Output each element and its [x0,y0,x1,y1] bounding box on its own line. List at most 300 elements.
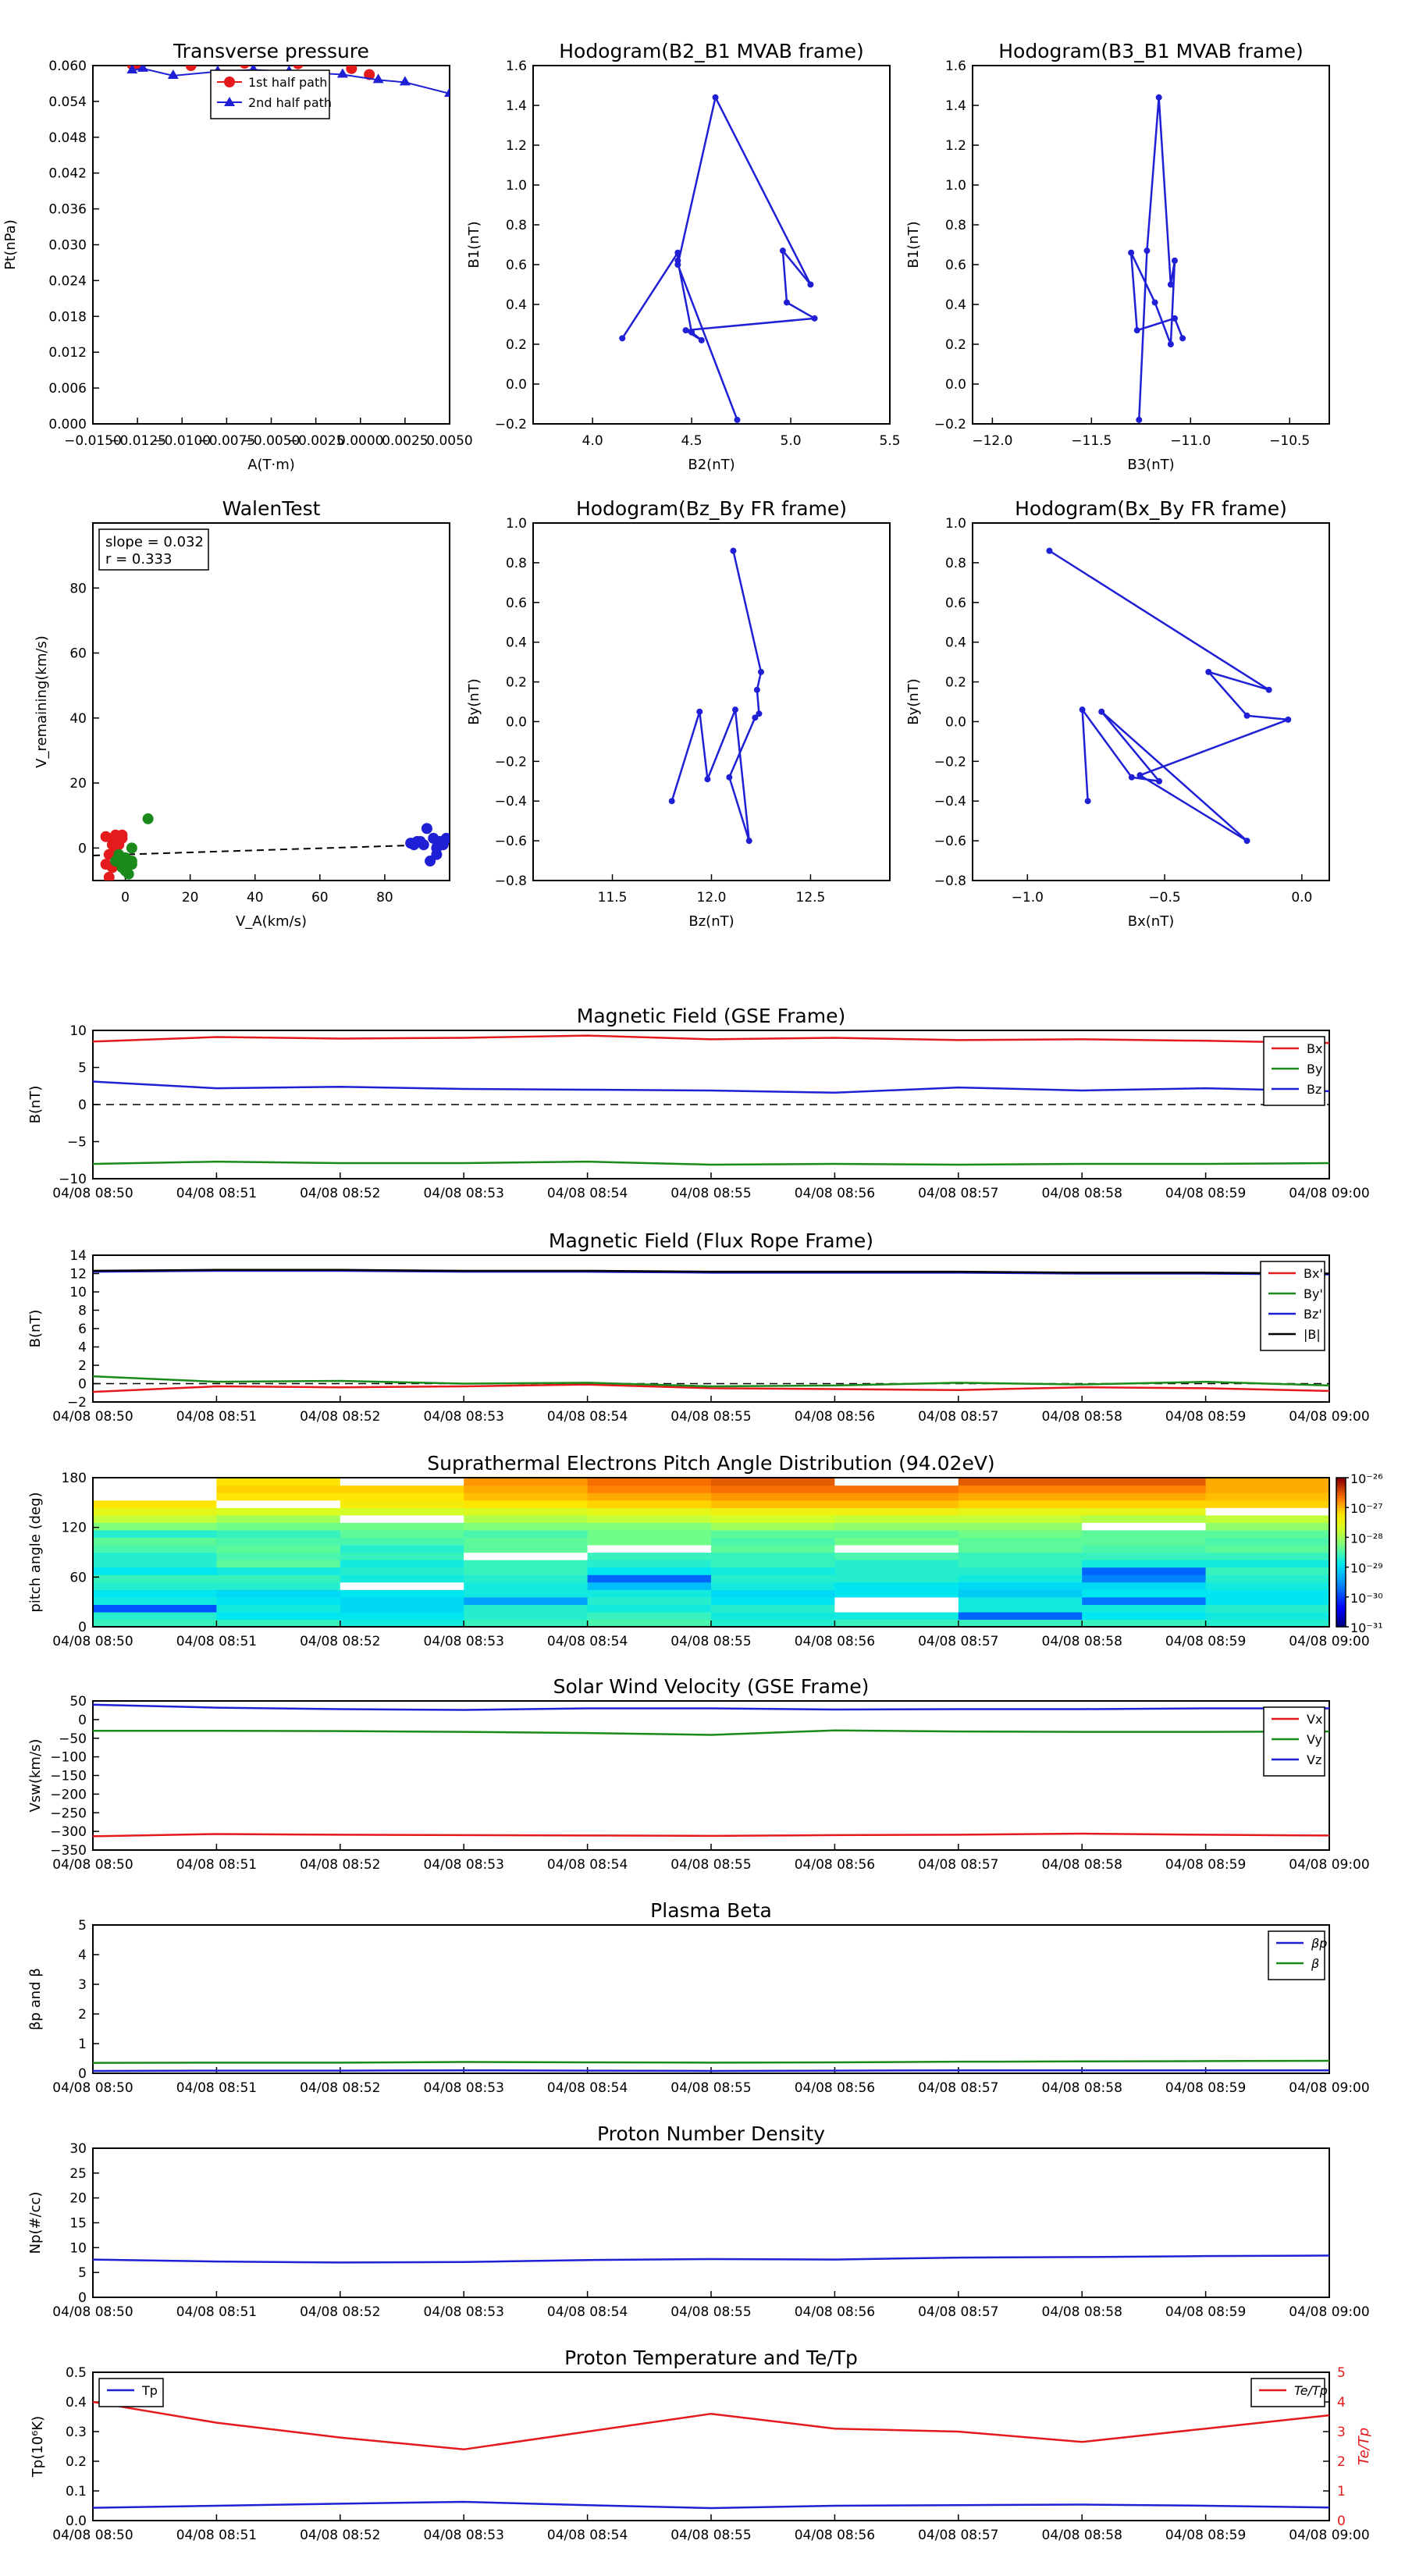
hodo-bzby-ylabel: By(nT) [466,678,482,725]
tp-time-label: 04/08 08:55 [670,2528,752,2543]
transverse-xtick-label: −0.0025 [286,433,345,449]
tp-ytick-label: 2 [1337,2454,1346,2470]
pad-cell [1206,1515,1330,1523]
pad-cell [711,1493,835,1500]
hodo-b2b1-point [812,315,818,322]
pad-cell [834,1553,959,1560]
pad-time-label: 04/08 08:56 [794,1634,876,1649]
hodo-bxby-ylabel: By(nT) [905,678,922,725]
vsw-legend-label: Vx [1307,1712,1323,1727]
walen-xtick-label: 20 [181,890,199,906]
hodo-bxby-xtick-label: −0.5 [1148,890,1181,906]
mag-gse-ytick-label: −10 [59,1172,87,1187]
hodo-b2b1-ytick-label: 0.8 [505,218,527,233]
mag-fr-time-label: 04/08 08:53 [423,1409,504,1425]
pad-cell [340,1574,464,1582]
pad-colorbar-label: 10⁻²⁶ [1350,1471,1383,1486]
hodo-bzby-ytick-label: 0.8 [505,555,527,571]
hodo-bzby-ytick-label: 1.0 [505,516,527,532]
hodo-b3b1-ytick-label: 1.2 [944,138,966,154]
mag-fr-time-label: 04/08 08:58 [1041,1409,1122,1425]
transverse-ytick-label: 0.006 [48,381,87,397]
mag-gse-ytick-label: 0 [78,1098,87,1113]
pad-cell [1206,1574,1330,1582]
hodo-bxby-ytick-label: 1.0 [944,516,966,532]
vsw-time-label: 04/08 08:53 [423,1857,504,1873]
pad-cell [93,1612,217,1620]
mag-gse-ytick-label: −5 [66,1134,87,1151]
walen-xlabel: V_A(km/s) [235,913,308,930]
pad-title: Suprathermal Electrons Pitch Angle Distribution (94.02eV) [427,1452,995,1475]
hodo-b2b1-ytick-label: 0.4 [505,297,527,313]
pad-cell [340,1604,464,1612]
pad-cell [464,1522,588,1530]
hodo-bzby-point [732,706,738,713]
hodo-bxby-point [1244,838,1250,844]
chart-hodo-bzby [466,497,890,930]
tp-time-label: 04/08 08:51 [176,2528,258,2543]
pad-cell [711,1507,835,1515]
beta-time-label: 04/08 08:57 [918,2080,999,2096]
hodo-bxby-point [1156,778,1162,785]
hodo-bzby-ytick-label: 0.4 [505,635,527,651]
chart-mag-gse [27,1005,1370,1201]
chart-tp [30,2347,1372,2543]
pad-cell [1082,1478,1206,1485]
pad-cell [711,1522,835,1530]
tp-time-label: 04/08 09:00 [1289,2528,1370,2543]
pad-cell [1206,1545,1330,1553]
pad-cell [834,1574,959,1582]
pad-cell [959,1507,1083,1515]
pad-cell [464,1515,588,1523]
hodo-bxby-point [1085,798,1091,804]
pad-cell [464,1604,588,1612]
hodo-bzby-trace [672,551,761,841]
np-time-label: 04/08 08:54 [546,2304,628,2320]
pad-cell [216,1597,340,1605]
hodo-b2b1-point [674,250,681,256]
hodo-b2b1-ytick-label: −0.2 [494,417,527,432]
pad-time-label: 04/08 08:57 [918,1634,999,1649]
pad-cell [93,1574,217,1582]
hodo-b3b1-point [1128,250,1134,256]
beta-ytick-label: 1 [78,2037,87,2052]
pad-ytick-label: 180 [61,1471,87,1486]
pad-cell [464,1530,588,1538]
walen-ytick-label: 0 [78,841,87,857]
pad-cell [711,1515,835,1523]
pad-cell [588,1493,712,1500]
tp-ytick-label: 0.0 [65,2514,87,2529]
pad-cell [711,1597,835,1605]
pad-cell [464,1597,588,1605]
beta-ytick-label: 2 [78,2007,87,2023]
tp-ytick-label: 0 [1337,2514,1346,2529]
tp-axes-frame [93,2372,1329,2521]
walen-xtick-label: 80 [376,890,393,906]
pad-cell [216,1589,340,1597]
mag-fr-title: Magnetic Field (Flux Rope Frame) [548,1229,874,1252]
tp-ytick-label: 1 [1337,2484,1346,2500]
mag-fr-ytick-label: 10 [69,1285,87,1300]
pad-cell [216,1612,340,1620]
hodo-bzby-xtick-label: 11.5 [597,890,628,906]
mag-fr-time-label: 04/08 08:54 [546,1409,628,1425]
pad-cell [93,1553,217,1560]
pad-cell [1082,1567,1206,1575]
mag-fr-ytick-label: 0 [78,1376,87,1393]
hodo-bxby-point [1098,709,1104,715]
pad-cell [1206,1589,1330,1597]
walen-ylabel: V_remaining(km/s) [34,635,50,768]
mag-fr-time-label: 04/08 08:52 [300,1409,381,1425]
np-ytick-label: 30 [69,2141,87,2157]
vsw-ytick-label: −350 [50,1843,87,1859]
tp-ylabel-right: Te/Tp [1356,2427,1372,2466]
pad-cell [588,1507,712,1515]
pad-cell [216,1522,340,1530]
hodo-bzby-ytick-label: −0.2 [494,754,527,770]
pad-cell [959,1560,1083,1567]
pad-cell [588,1604,712,1612]
pad-cell [1206,1553,1330,1560]
hodo-b2b1-point [682,327,688,333]
hodo-b3b1-point [1168,341,1174,347]
chart-beta [27,1899,1370,2096]
hodo-bxby-point [1080,706,1086,713]
walen-xtick-label: 40 [246,890,264,906]
pad-cell [588,1545,712,1553]
transverse-ytick-label: 0.036 [48,201,87,218]
mag-fr-ytick-label: 2 [78,1358,87,1374]
vsw-time-label: 04/08 08:51 [176,1857,258,1873]
beta-axes-frame [93,1925,1329,2073]
walen-annotation-slope: slope = 0.032 [105,534,204,550]
tp-ytick-label: 5 [1337,2365,1346,2381]
pad-cell [711,1485,835,1493]
hodo-b2b1-xtick-label: 5.5 [879,433,901,449]
chart-hodo-b3b1 [905,40,1329,473]
beta-time-label: 04/08 08:54 [546,2080,628,2096]
hodo-b2b1-point [780,247,786,254]
pad-cell [340,1507,464,1515]
hodo-b2b1-point [784,299,790,305]
pad-cell [216,1500,340,1508]
mag-gse-ytick-label: 5 [78,1060,87,1076]
hodo-bzby-axes-frame [533,523,890,881]
pad-cell [711,1604,835,1612]
pad-cell [959,1478,1083,1485]
mag-gse-legend-label: Bz [1307,1082,1322,1097]
hodo-bxby-ytick-label: −0.6 [934,834,966,850]
mag-gse-time-label: 04/08 08:54 [546,1186,628,1201]
mag-fr-ytick-label: −2 [66,1395,87,1411]
hodo-bzby-ytick-label: −0.4 [494,794,527,810]
hodo-bxby-point [1266,687,1272,693]
pad-cell [959,1567,1083,1575]
hodo-b2b1-point [674,262,681,268]
beta-time-label: 04/08 08:50 [52,2080,133,2096]
pad-cell [959,1500,1083,1508]
hodo-b2b1-point [807,282,813,288]
walen-title: WalenTest [222,497,321,520]
hodo-bxby-ytick-label: −0.2 [934,754,966,770]
pad-cell [1206,1597,1330,1605]
pad-cell [1082,1500,1206,1508]
mag-gse-ylabel: B(nT) [27,1085,44,1124]
mag-gse-time-label: 04/08 08:51 [176,1186,258,1201]
chart-hodo-b2b1 [466,40,901,473]
pad-cell [1082,1530,1206,1538]
pad-cell [711,1500,835,1508]
hodo-b3b1-ytick-label: 0.4 [944,297,966,313]
pad-cell [93,1485,217,1493]
hodo-b2b1-ytick-label: 1.4 [505,98,527,114]
pad-cell [588,1582,712,1590]
mag-fr-time-label: 04/08 08:55 [670,1409,752,1425]
hodo-b2b1-point [619,335,625,341]
hodo-bxby-point [1205,669,1211,675]
pad-colorbar-label: 10⁻²⁷ [1350,1501,1383,1517]
pad-cell [340,1597,464,1605]
hodo-b3b1-point [1152,299,1158,305]
walen-point [126,842,137,853]
transverse-xtick-label: 0.0025 [382,433,429,449]
pad-cell [464,1567,588,1575]
transverse-xtick-label: −0.0125 [108,433,166,449]
transverse-ytick-label: 0.048 [48,130,87,146]
pad-cell [1082,1515,1206,1523]
transverse-xtick-label: 0.0000 [337,433,384,449]
mag-gse-time-label: 04/08 09:00 [1289,1186,1370,1201]
np-time-label: 04/08 08:53 [423,2304,504,2320]
hodo-bzby-point [704,776,710,782]
beta-time-label: 04/08 08:55 [670,2080,752,2096]
walen-plot-area [93,813,452,883]
transverse-ytick-label: 0.054 [48,94,87,110]
transverse-xlabel: A(T·m) [247,457,295,473]
vsw-series-vx [93,1834,1329,1836]
pad-cell [464,1553,588,1560]
pad-cell [464,1582,588,1590]
mag-fr-time-label: 04/08 08:57 [918,1409,999,1425]
pad-cell [464,1500,588,1508]
hodo-bxby-axes-frame [973,523,1329,881]
np-ylabel: Np(#/cc) [27,2191,44,2254]
pad-cell [1206,1567,1330,1575]
tp-time-label: 04/08 08:53 [423,2528,504,2543]
pad-cell [959,1530,1083,1538]
transverse-ytick-label: 0.042 [48,165,87,182]
pad-cell [216,1545,340,1553]
pad-cell [834,1567,959,1575]
hodo-bxby-ytick-label: −0.8 [934,873,966,889]
mag-gse-series-bx [93,1036,1329,1044]
pad-cell [216,1582,340,1590]
pad-cell [464,1560,588,1567]
hodo-bzby-point [754,687,760,693]
mag-fr-ytick-label: 14 [69,1248,87,1264]
mag-fr-time-label: 04/08 08:51 [176,1409,258,1425]
pad-cell [340,1537,464,1545]
vsw-axes-frame [93,1701,1329,1850]
hodo-bzby-point [669,798,675,804]
pad-cell [1206,1530,1330,1538]
mag-fr-legend-label: By' [1304,1286,1323,1301]
pad-cell [216,1537,340,1545]
pad-cell [464,1478,588,1485]
hodo-b2b1-point [713,94,719,101]
tp-ytick-label: 4 [1337,2395,1346,2411]
vsw-title: Solar Wind Velocity (GSE Frame) [553,1675,870,1698]
mag-gse-time-label: 04/08 08:50 [52,1186,133,1201]
hodo-bxby-point [1136,772,1143,778]
pad-cell [464,1589,588,1597]
transverse-ytick-label: 0.000 [48,417,87,432]
pad-cell [834,1515,959,1523]
mag-fr-series-by [93,1376,1329,1386]
hodo-b2b1-trace [622,98,814,420]
vsw-ytick-label: −50 [59,1731,87,1747]
tp-time-label: 04/08 08:58 [1041,2528,1122,2543]
pad-cell [93,1545,217,1553]
pad-cell [834,1485,959,1493]
hodo-b2b1-ytick-label: 0.6 [505,258,527,273]
walen-ytick-label: 40 [69,710,87,727]
pad-cell [711,1574,835,1582]
pad-cell [711,1567,835,1575]
pad-cell [340,1589,464,1597]
tp-ytick-label: 0.2 [65,2454,87,2470]
beta-ytick-label: 0 [78,2066,87,2082]
mag-fr-ytick-label: 6 [78,1322,87,1337]
transverse-xtick-label: −0.0150 [64,433,122,449]
hodo-b2b1-xlabel: B2(nT) [688,457,735,473]
pad-cell [340,1478,464,1485]
pad-cell [834,1582,959,1590]
transverse-title: Transverse pressure [173,40,369,62]
hodo-b3b1-ytick-label: 0.8 [944,218,966,233]
pad-cell [216,1567,340,1575]
tp-legend-label: Tp [142,2383,158,2398]
pad-cell [93,1597,217,1605]
hodo-bzby-point [730,548,736,554]
hodo-bxby-point [1129,774,1135,781]
vsw-time-label: 04/08 08:57 [918,1857,999,1873]
vsw-ytick-label: 50 [69,1694,87,1710]
beta-time-label: 04/08 08:52 [300,2080,381,2096]
hodo-b3b1-point [1172,315,1178,322]
hodo-b3b1-point [1144,247,1150,254]
pad-cell [834,1537,959,1545]
hodo-bxby-ytick-label: 0.2 [944,674,966,691]
hodo-bxby-title: Hodogram(Bx_By FR frame) [1015,497,1287,520]
hodo-bzby-point [746,838,752,844]
pad-cell [464,1537,588,1545]
np-ytick-label: 10 [69,2240,87,2257]
hodo-bzby-xtick-label: 12.0 [696,890,727,906]
pad-cell [216,1478,340,1485]
pad-time-label: 04/08 08:50 [52,1634,133,1649]
pad-cell [1082,1612,1206,1620]
transverse-legend-label: 1st half path [248,75,328,90]
hodo-b3b1-xtick-label: −11.5 [1071,433,1112,449]
pad-cell [1206,1478,1330,1485]
np-time-label: 04/08 08:52 [300,2304,381,2320]
pad-cell [1082,1574,1206,1582]
pad-cell [216,1493,340,1500]
pad-cell [1082,1597,1206,1605]
walen-point [408,839,419,850]
pad-cell [588,1478,712,1485]
pad-cell [340,1493,464,1500]
pad-cell [93,1537,217,1545]
np-time-label: 04/08 09:00 [1289,2304,1370,2320]
pad-cell [959,1515,1083,1523]
pad-cell [711,1612,835,1620]
mag-fr-time-label: 04/08 08:59 [1165,1409,1247,1425]
hodo-bzby-point [726,774,732,781]
beta-series-p [93,2070,1329,2071]
pad-cell [834,1560,959,1567]
walen-point [113,839,124,850]
np-title: Proton Number Density [597,2122,825,2145]
vsw-time-label: 04/08 08:56 [794,1857,876,1873]
hodo-b3b1-point [1172,258,1178,264]
pad-ylabel: pitch angle (deg) [27,1492,44,1613]
beta-series-abs [93,2061,1329,2063]
pad-cell [834,1478,959,1485]
np-time-label: 04/08 08:59 [1165,2304,1247,2320]
pad-cell [959,1522,1083,1530]
hodo-bzby-ytick-label: −0.6 [494,834,527,850]
transverse-point-triangle [400,76,411,85]
transverse-xtick-label: −0.0075 [197,433,256,449]
hodo-b3b1-ytick-label: −0.2 [934,417,966,432]
pad-cell [588,1485,712,1493]
vsw-time-label: 04/08 08:54 [546,1857,628,1873]
pad-cell [1082,1553,1206,1560]
pad-cell [959,1485,1083,1493]
hodo-bxby-point [1244,713,1250,719]
beta-time-label: 04/08 08:51 [176,2080,258,2096]
vsw-series-vy [93,1731,1329,1735]
pad-ytick-label: 120 [61,1520,87,1536]
pad-cell [1082,1589,1206,1597]
pad-cell [93,1582,217,1590]
mag-fr-time-label: 04/08 08:50 [52,1409,133,1425]
transverse-ytick-label: 0.018 [48,309,87,326]
pad-cell [340,1553,464,1560]
pad-cell [340,1567,464,1575]
pad-cell [711,1530,835,1538]
pad-cell [711,1582,835,1590]
chart-vsw [27,1675,1370,1873]
pad-colorbar-label: 10⁻²⁸ [1350,1531,1383,1546]
pad-cell [93,1500,217,1508]
pad-cell [340,1515,464,1523]
hodo-bxby-ytick-label: −0.4 [934,794,966,810]
pad-cell [1206,1604,1330,1612]
vsw-ytick-label: 0 [78,1712,87,1728]
pad-cell [464,1507,588,1515]
hodo-b3b1-axes-frame [973,66,1329,424]
vsw-time-label: 04/08 08:59 [1165,1857,1247,1873]
tp-ytick-label: 0.3 [65,2425,87,2440]
tp-time-label: 04/08 08:54 [546,2528,628,2543]
tp-ytick-label: 0.4 [65,2395,87,2411]
